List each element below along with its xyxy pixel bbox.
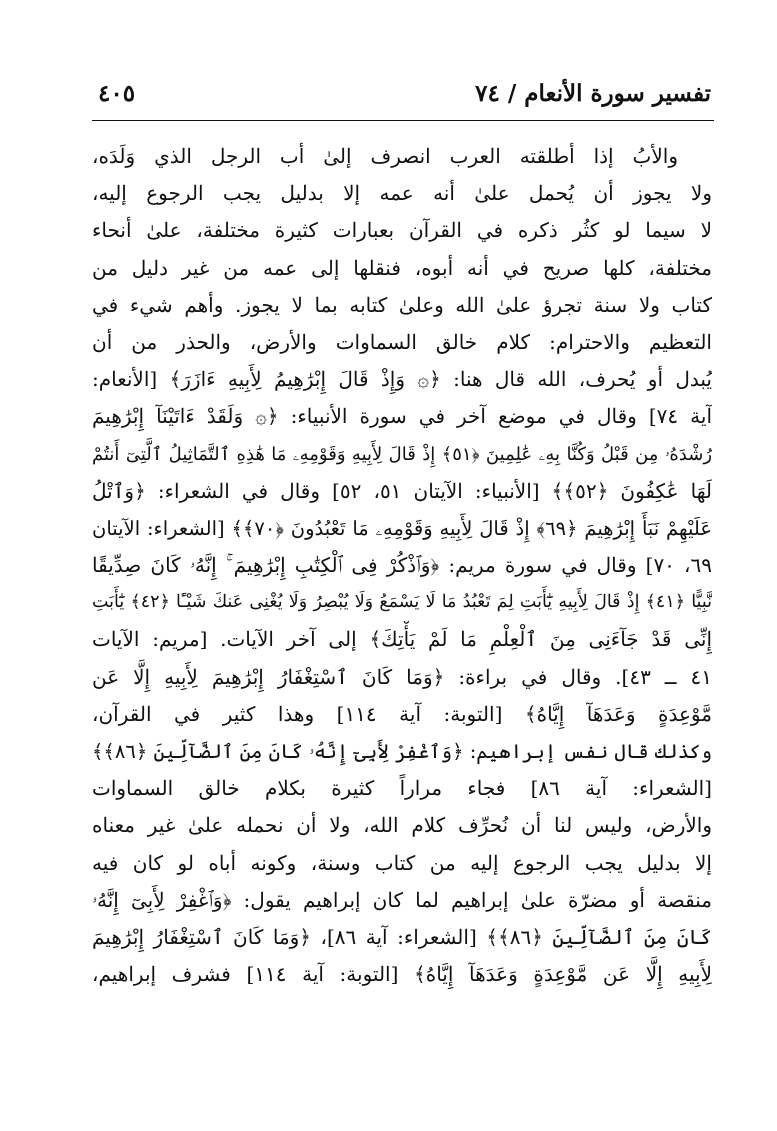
body-text bbox=[92, 138, 712, 993]
text-line: مَّوْعِدَةٍ وَعَدَهَآ إِيَّاهُ﴾ [التوبة: آية ١١٤] وهذا كثير في القرآن، bbox=[92, 701, 712, 726]
text-line: مختلفة، كلها صريح في أنه أبوه، فنقلها إلى عمه من غير دليل من bbox=[92, 255, 712, 280]
text-line: نَّبِيًّا ﴿٤١﴾ إِذْ قَالَ لِأَبِيهِ يَٰٓأَبَتِ لِمَ تَعْبُدُ مَا لَا يَسْمَعُ وَلَا يُبْصِرُ وَلَا يُغْنِى عَنكَ شَيْـًٔا ﴿٤٢﴾ يَٰٓأَبَتِ bbox=[92, 592, 712, 613]
text-line: يُبدل أو يُحرف، الله قال هنا: ﴿۞ وَإِذْ قَالَ إِبْرَٰهِيمُ لِأَبِيهِ ءَازَرَ﴾ [الأنعام: bbox=[92, 367, 712, 392]
running-title: تفسير سورة الأنعام / ٧٤ bbox=[475, 80, 711, 107]
text-line: كَانَ مِنَ ٱلضَّآلِّينَ ﴿٨٦﴾﴾ [الشعراء: آية ٨٦]، ﴿وَمَا كَانَ ٱسْتِغْفَارُ إِبْرَٰهِيمَ bbox=[92, 924, 712, 949]
text-line: آية ٧٤] وقال في موضع آخر في سورة الأنبياء: ﴿۞ وَلَقَدْ ءَاتَيْنَآ إِبْرَٰهِيمَ bbox=[92, 404, 712, 429]
header-rule bbox=[92, 120, 714, 121]
text-line: لَهَا عَٰكِفُونَ ﴿٥٢﴾﴾ [الأنبياء: الآيتان ٥١، ٥٢] وقال في الشعراء: ﴿وَٱتْلُ bbox=[92, 478, 712, 503]
text-line: ٦٩، ٧٠] وقال في سورة مريم: ﴿وَٱذْكُرْ فِى ٱلْكِتَٰبِ إِبْرَٰهِيمَ ۚ إِنَّهُۥ كَانَ صِدِّيقًا bbox=[92, 553, 712, 578]
text-line: كتاب ولا سنة تجرؤ علىٰ الله وعلىٰ كتابه بما لا يجوز. وأهم شيء في bbox=[92, 292, 712, 317]
text-line: والأبُ إذا أطلقته العرب انصرف إلىٰ أب الرجل الذي وَلَدَه، bbox=[92, 144, 678, 168]
page-header bbox=[98, 78, 711, 114]
text-line: وكذلك قال نفس إبراهيم: ﴿وَٱغْفِرْ لِأَبِىٓ إِنَّهُۥ كَانَ مِنَ ٱلضَّآلِّينَ ﴿٨٦﴾﴾ bbox=[92, 740, 712, 763]
page-number: ٤٠٥ bbox=[98, 80, 136, 107]
text-line: إِنِّى قَدْ جَآءَنِى مِنَ ٱلْعِلْمِ مَا لَمْ يَأْتِكَ﴾ إلى آخر الآيات. [مريم: الآيات bbox=[92, 627, 712, 652]
text-line: ولا يجوز أن يُحمل علىٰ أنه عمه إلا بدليل يجب الرجوع إليه، bbox=[92, 181, 712, 206]
text-line: التعظيم والاحترام: كلام خالق السماوات والأرض، والحذر من أن bbox=[92, 329, 712, 354]
text-line: لِأَبِيهِ إِلَّا عَن مَّوْعِدَةٍ وَعَدَهَآ إِيَّاهُ﴾ [التوبة: آية ١١٤] فشرف إبراهيم، bbox=[92, 962, 712, 987]
text-line: والأرض، وليس لنا أن نُحرِّف كلام الله، ولا أن نحمله علىٰ غير معناه bbox=[92, 813, 712, 838]
text-line: [الشعراء: آية ٨٦] فجاء مراراً كثيرة بكلام خالق السماوات bbox=[92, 776, 712, 801]
text-line: منقصة أو مضرّة علىٰ إبراهيم لما كان إبراهيم يقول: ﴿وَٱغْفِرْ لِأَبِىٓ إِنَّهُۥ bbox=[92, 887, 712, 912]
text-line: إلا بدليل يجب الرجوع إليه من كتاب وسنة، وكونه أباه لو كان فيه bbox=[92, 850, 712, 875]
text-line: ٤١ ــ ٤٣]. وقال في براءة: ﴿وَمَا كَانَ ٱسْتِغْفَارُ إِبْرَٰهِيمَ لِأَبِيهِ إِلَّا عَن bbox=[92, 664, 712, 689]
text-line: رُشْدَهُۥ مِن قَبْلُ وَكُنَّا بِهِۦ عَٰلِمِينَ ﴿٥١﴾ إِذْ قَالَ لِأَبِيهِ وَقَوْمِهِۦ مَا هَٰذِهِ ٱلتَّمَاثِيلُ ٱلَّتِىٓ أَنتُمْ bbox=[92, 443, 712, 465]
text-line: لا سيما لو كثُر ذكره في القرآن بعبارات كثيرة مختلفة، علىٰ أنحاء bbox=[92, 218, 712, 243]
text-line: عَلَيْهِمْ نَبَأَ إِبْرَٰهِيمَ ﴿٦٩﴾ إِذْ قَالَ لِأَبِيهِ وَقَوْمِهِۦ مَا تَعْبُدُونَ ﴿٧٠﴾﴾ [الشعراء: الآيتان bbox=[92, 516, 712, 540]
